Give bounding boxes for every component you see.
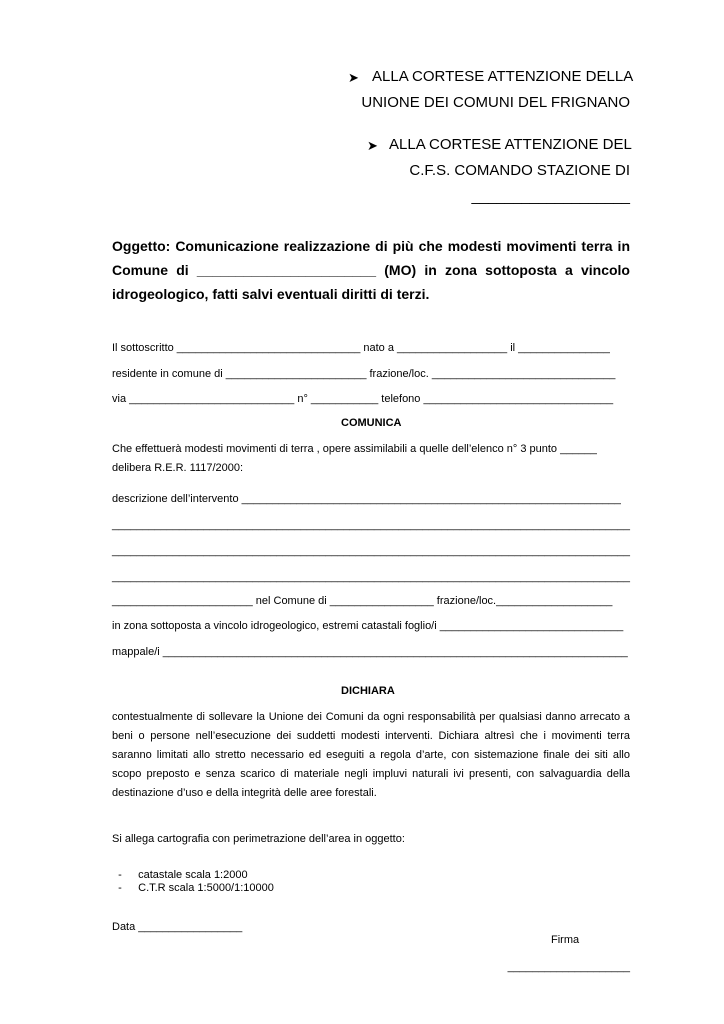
field-comune: _______________________ nel Comune di _________________ frazione/loc.___________________: [112, 595, 613, 607]
arrow-bullet-icon: ➤: [367, 138, 378, 153]
allegati-dash: -: [118, 869, 122, 881]
comunica-text-2: delibera R.E.R. 1117/2000:: [112, 462, 244, 474]
allegati-dash: -: [118, 882, 122, 894]
comunica-heading: COMUNICA: [341, 417, 402, 429]
subject-line-2: Comune di _______________________ (MO) in zona sottoposta a vincolo: [112, 262, 630, 278]
dichiara-paragraph: contestualmente di sollevare la Unione dei Comuni da ogni responsabilità per qualsiasi danno arrecato a beni o persone nell’esecuzione dei suddetti modesti interventi. Dichiara altresì che i movimenti terra saranno limitati allo stretto necessario ed eseguiti a regola d’arte, con sistemazione finale dei siti allo scopo preposto e senza scarico di materiale negli impluvi naturali ivi presenti, con salvaguardia della destinazione d’uso e della integrità delle aree forestali.: [112, 711, 630, 799]
blank-line-1: _____________________________________________________________________________________: [112, 519, 630, 531]
arrow-bullet-icon: ➤: [348, 70, 359, 85]
recipient-2-blank-line: ___________________: [471, 188, 630, 205]
field-vincolo: in zona sottoposta a vincolo idrogeologico, estremi catastali foglio/i ______________________________: [112, 620, 624, 632]
field-mappale: mappale/i ____________________________________________________________________________: [112, 646, 628, 658]
subject-block: [112, 234, 630, 306]
firma-line: ____________________: [507, 961, 630, 973]
recipient-2-line-2: C.F.S. COMANDO STAZIONE DI: [409, 162, 630, 179]
allegati-item: [112, 870, 274, 894]
subject-line-1: Oggetto: Comunicazione realizzazione di più che modesti movimenti terra in: [112, 238, 630, 254]
recipient-2-line-1: ALLA CORTESE ATTENZIONE DEL: [389, 136, 632, 153]
comunica-text-1: Che effettuerà modesti movimenti di terra , opere assimilabili a quelle dell’elenco n° 3 punto ______: [112, 443, 597, 455]
recipient-1-line-1: ALLA CORTESE ATTENZIONE DELLA: [372, 68, 634, 85]
recipient-1-line-2: UNIONE DEI COMUNI DEL FRIGNANO: [361, 94, 630, 111]
subject-line-3: idrogeologico, fatti salvi eventuali diritti di terzi.: [112, 286, 430, 302]
allegati-intro: Si allega cartografia con perimetrazione dell’area in oggetto:: [112, 833, 405, 845]
field-residente: residente in comune di _______________________ frazione/loc. ______________________________: [112, 368, 616, 380]
allegati-item-label: catastale scala 1:2000: [138, 869, 248, 881]
field-sottoscritto: Il sottoscritto ______________________________ nato a __________________ il _______________: [112, 342, 610, 354]
field-descrizione: descrizione dell’intervento ______________________________________________________________: [112, 493, 621, 505]
field-via: via ___________________________ n° ___________ telefono _______________________________: [112, 393, 614, 405]
field-data: Data _________________: [112, 921, 243, 933]
allegati-item-label: C.T.R scala 1:5000/1:10000: [138, 882, 274, 894]
blank-line-2: _____________________________________________________________________________________: [112, 545, 630, 557]
dichiara-heading: DICHIARA: [341, 685, 395, 697]
blank-line-3: _____________________________________________________________________________________: [112, 571, 630, 583]
firma-label: Firma: [551, 934, 580, 946]
